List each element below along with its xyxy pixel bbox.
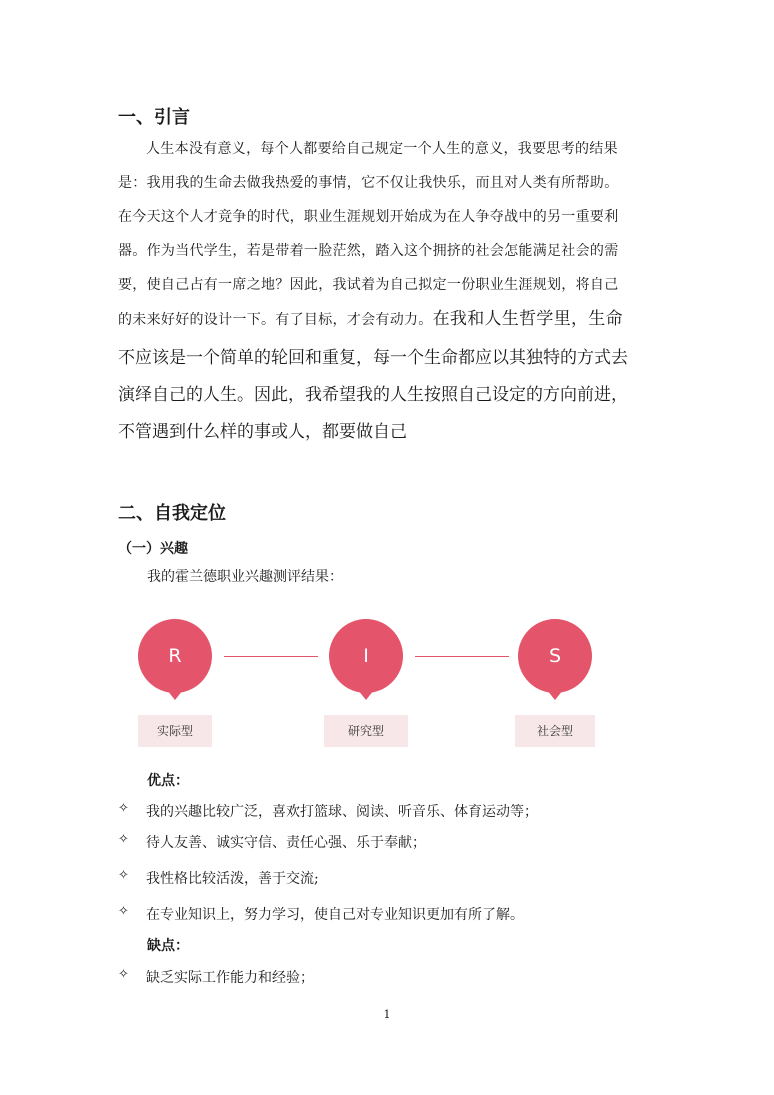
weakness-item: 缺乏实际工作能力和经验； (146, 970, 314, 986)
page-number: 1 (383, 1008, 391, 1021)
strength-item: 在专业知识上，努力学习，使自己对专业知识更加有所了解。 (146, 907, 524, 923)
paragraph-line: 是：我用我的生命去做我热爱的事情，它不仅让我快乐，而且对人类有所帮助。 (118, 175, 619, 191)
bullet-icon: ✧ (118, 967, 129, 982)
paragraph-line-small-part: 的未来好好的设计一下。有了目标，才会有动力。 (118, 312, 433, 328)
bullet-icon: ✧ (118, 801, 129, 816)
node-letter: S (548, 645, 562, 667)
holland-node-i (329, 619, 403, 693)
bullet-icon: ✧ (118, 868, 129, 883)
node-tag: 社会型 (515, 715, 595, 747)
holland-node-s (518, 619, 592, 693)
subsection-heading: （一）兴趣 (118, 541, 188, 557)
node-letter: R (168, 645, 182, 667)
pointer-icon (167, 690, 183, 700)
paragraph-line: 器。作为当代学生，若是带着一脸茫然，踏入这个拥挤的社会怎能满足社会的需 (118, 243, 619, 259)
connector-line (415, 656, 509, 657)
node-tag: 研究型 (324, 715, 408, 747)
paragraph-line-large-part: 在我和人生哲学里，生命 (432, 309, 623, 329)
strength-item: 待人友善、诚实守信、责任心强、乐于奉献； (146, 835, 426, 851)
strength-item: 我性格比较活泼，善于交流; (146, 871, 319, 887)
holland-node-r (138, 619, 212, 693)
connector-line (224, 656, 318, 657)
strengths-heading: 优点： (147, 773, 189, 789)
section-1-heading: 一、引言 (118, 107, 190, 128)
paragraph-line: 人生本没有意义，每个人都要给自己规定一个人生的意义，我要思考的结果 (146, 141, 618, 157)
paragraph-line: 不管遇到什么样的事或人，都要做自己 (118, 422, 407, 442)
paragraph-line: 不应该是一个简单的轮回和重复，每一个生命都应以其独特的方式去 (118, 348, 628, 368)
intro-paragraph (118, 132, 658, 451)
node-tag: 实际型 (138, 715, 212, 747)
weaknesses-heading: 缺点： (147, 938, 189, 954)
paragraph-line: 要，使自己占有一席之地？因此，我试着为自己拟定一份职业生涯规划，将自己 (118, 277, 619, 293)
holland-intro-text: 我的霍兰德职业兴趣测评结果： (147, 569, 343, 585)
bullet-icon: ✧ (118, 832, 129, 847)
paragraph-line: 演绎自己的人生。因此，我希望我的人生按照自己设定的方向前进， (118, 385, 628, 405)
node-letter: I (363, 645, 369, 667)
paragraph-line: 在今天这个人才竞争的时代，职业生涯规划开始成为在人争夺战中的另一重要利 (118, 209, 619, 225)
section-2-heading: 二、自我定位 (118, 503, 226, 524)
bullet-icon: ✧ (118, 904, 129, 919)
pointer-icon (547, 690, 563, 700)
pointer-icon (358, 690, 374, 700)
paragraph-line-mixed (118, 302, 658, 336)
strength-item: 我的兴趣比较广泛，喜欢打篮球、阅读、听音乐、体育运动等； (146, 804, 538, 820)
